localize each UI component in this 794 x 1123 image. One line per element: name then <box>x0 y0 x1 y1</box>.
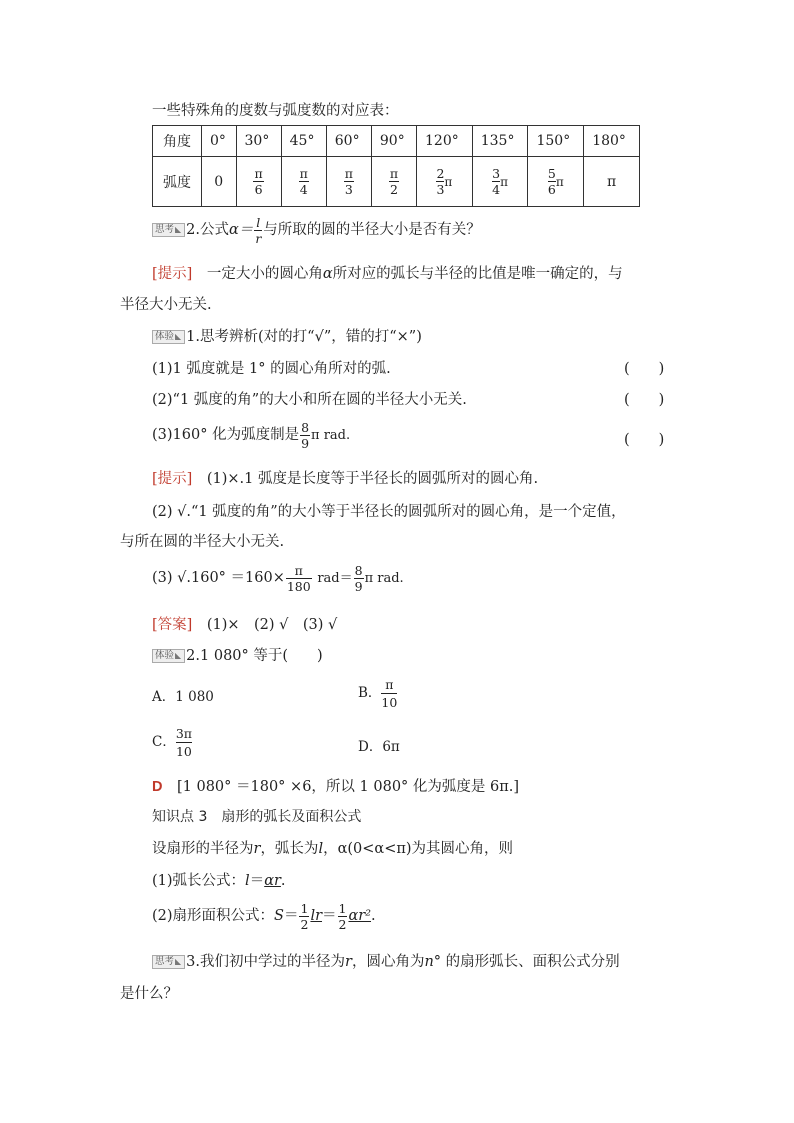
experience-tag: 体验 ◣ <box>152 330 185 344</box>
hint-2-a2-line1: (2) √.“1 弧度的角”的大小等于半径长的圆弧所对的圆心角，是一个定值， <box>152 504 626 520</box>
think-tag: 思考 ◣ <box>152 955 185 969</box>
q3-pre: (3)160° 化为弧度制是 <box>152 427 300 443</box>
hint-1-text: 一定大小的圆心角 <box>206 266 323 282</box>
a3-mid: rad＝ <box>317 571 353 586</box>
think-3-post: ° 的扇形弧长、面积公式分别 <box>433 954 620 970</box>
answer-parentheses: ( ) <box>624 432 665 448</box>
arc-length-answer: αr <box>264 873 281 889</box>
radian-value: 0 <box>214 173 224 190</box>
hint-label: [提示] <box>152 471 193 487</box>
intro-text: 一些特殊角的度数与弧度数的对应表： <box>152 103 399 119</box>
denominator: 6 <box>547 182 556 197</box>
pi-suffix: π <box>555 174 564 189</box>
radian-fraction <box>344 166 354 197</box>
radian-cell <box>202 157 237 207</box>
numerator: 2 <box>436 166 445 181</box>
hint-1-text-rest: 所对应的弧长与半径的比值是唯一确定的，与 <box>332 266 623 282</box>
eight-ninths-fraction <box>300 420 310 451</box>
numerator: π <box>385 677 394 692</box>
f1-pre: (1)弧长公式： <box>152 873 246 889</box>
radian-fraction <box>389 166 399 197</box>
denominator: 3 <box>344 182 353 197</box>
pi-suffix: π <box>444 174 453 189</box>
numerator: 3 <box>492 166 501 181</box>
exp-1-q1: (1)1 弧度就是 1° 的圆心角所对的弧. <box>152 361 391 377</box>
denominator: r <box>255 230 262 246</box>
degree-cell: 120° <box>417 126 473 157</box>
numerator: π <box>389 166 399 181</box>
hint-1-line1 <box>152 262 623 283</box>
numerator: 1 <box>300 900 309 916</box>
radian-value: π <box>607 173 617 190</box>
r-symbol: r <box>253 841 261 857</box>
numerator: π <box>299 166 308 181</box>
answer-2 <box>152 775 519 796</box>
period: . <box>280 873 286 889</box>
angle-radian-table <box>152 125 640 207</box>
degree-cell: 90° <box>371 126 416 157</box>
degree-cell: 45° <box>281 126 326 157</box>
think-2-question <box>152 213 481 247</box>
l-symbol: l <box>245 873 250 889</box>
numerator: 8 <box>354 562 363 578</box>
radian-cell <box>236 157 281 207</box>
radian-fraction <box>548 166 556 197</box>
hint-2-a1-text: (1)×.1 弧度是长度等于半径长的圆弧所对的圆心角. <box>206 471 539 487</box>
pi-over-180-fraction <box>286 563 312 594</box>
exp-1-title-text: 1.思考辨析(对的打“√”，错的打“×”) <box>186 329 422 345</box>
pi-suffix: π <box>500 174 509 189</box>
arc-length-formula <box>152 869 286 890</box>
radian-row <box>153 157 640 207</box>
period: . <box>371 908 376 924</box>
denominator: 3 <box>436 182 445 197</box>
hint-2-a2-line2: 与所在圆的半径大小无关. <box>120 534 285 550</box>
numerator: 5 <box>547 166 556 181</box>
think-3-line1 <box>152 950 620 971</box>
degree-cell: 30° <box>236 126 281 157</box>
exp-1-q2: (2)“1 弧度的角”的大小和所在圆的半径大小无关. <box>152 392 467 408</box>
radian-cell <box>528 157 584 207</box>
equals: ＝ <box>322 908 337 924</box>
numerator: 3π <box>175 726 193 741</box>
option-c-label: C． <box>152 734 176 750</box>
numerator: π <box>254 166 263 181</box>
degree-cell: 60° <box>326 126 371 157</box>
f2-pre: (2)扇形面积公式： <box>152 908 275 924</box>
option-b-label: B． <box>358 685 382 701</box>
radian-cell <box>371 157 416 207</box>
radian-fraction <box>253 166 263 197</box>
l-symbol: l <box>318 841 324 857</box>
row-header-radian: 弧度 <box>153 157 202 207</box>
denominator: 6 <box>254 182 263 197</box>
numerator: π <box>294 562 303 578</box>
area-answer-ar2: αr² <box>348 908 372 924</box>
numerator: l <box>256 214 261 230</box>
think-3-mid: ，圆心角为 <box>351 954 425 970</box>
kp3-desc-pre: 设扇形的半径为 <box>152 841 254 857</box>
degree-cell: 0° <box>202 126 237 157</box>
one-half-fraction <box>299 901 309 932</box>
answer-2-text: [1 080° ＝180° ×6，所以 1 080° 化为弧度是 6π.] <box>176 779 520 795</box>
kp3-desc-mid1: ，弧长为 <box>260 841 319 857</box>
option-c <box>152 722 192 762</box>
area-answer-lr: lr <box>310 908 323 924</box>
eight-ninths-fraction <box>354 563 364 594</box>
exp-1-title <box>152 325 422 346</box>
exp-1-q3 <box>152 414 350 457</box>
denominator: 9 <box>301 435 310 451</box>
degree-row <box>153 126 640 157</box>
degree-cell: 135° <box>472 126 528 157</box>
think-3-line2: 是什么？ <box>120 986 178 1002</box>
answer-parentheses: ( ) <box>624 392 665 408</box>
answer-1-text: (1)× (2) √ (3) √ <box>206 617 338 633</box>
radian-cell <box>281 157 326 207</box>
denominator: 2 <box>300 916 309 932</box>
row-header-degree: 角度 <box>153 126 202 157</box>
answer-letter: D <box>152 779 163 795</box>
l-over-r-fraction <box>254 215 262 246</box>
radian-fraction <box>492 166 500 197</box>
kp3-description <box>152 837 513 858</box>
numerator: π <box>344 166 353 181</box>
equals: ＝ <box>283 908 299 924</box>
option-d: D．6π <box>358 739 400 755</box>
think-tag: 思考 ◣ <box>152 223 185 237</box>
knowledge-point-3-title: 知识点 3 扇形的弧长及面积公式 <box>152 809 362 825</box>
n-symbol: n <box>424 954 434 970</box>
option-a: A．1 080 <box>152 689 214 705</box>
kp3-desc-mid2: ，α(0<α<π)为其圆心角，则 <box>323 841 514 857</box>
experience-tag: 体验 ◣ <box>152 649 185 663</box>
exp-2-title-text: 2.1 080° 等于( ) <box>186 648 323 664</box>
denominator: 10 <box>381 695 398 710</box>
radian-cell <box>472 157 528 207</box>
q3-post: π rad. <box>311 428 351 443</box>
three-pi-over-10-fraction <box>176 725 192 760</box>
radian-cell <box>584 157 640 207</box>
exp-2-title <box>152 644 323 665</box>
radian-cell <box>417 157 473 207</box>
r-symbol: r <box>345 954 352 970</box>
denominator: 2 <box>338 916 347 932</box>
alpha-symbol: α <box>322 266 333 282</box>
think-2-suffix: 与所取的圆的半径大小是否有关？ <box>263 222 481 238</box>
sector-area-formula <box>152 894 376 938</box>
one-half-fraction <box>338 901 348 932</box>
radian-fraction <box>299 166 309 197</box>
s-symbol: S <box>274 908 284 924</box>
option-b <box>358 673 397 713</box>
hint-2-a3 <box>152 557 404 600</box>
think-2-prefix: 2.公式 <box>186 222 230 238</box>
numerator: 1 <box>338 900 347 916</box>
denominator: 4 <box>299 182 308 197</box>
degree-cell: 150° <box>528 126 584 157</box>
denominator: 4 <box>492 182 501 197</box>
equals: ＝ <box>249 873 265 889</box>
alpha-eq: α＝ <box>229 222 254 238</box>
hint-1-line2: 半径大小无关. <box>120 297 212 313</box>
answer-1 <box>152 613 337 634</box>
hint-label: [提示] <box>152 266 193 282</box>
numerator: 8 <box>301 419 310 435</box>
think-3-pre: 3.我们初中学过的半径为 <box>186 954 346 970</box>
denominator: 180 <box>286 578 311 594</box>
a3-post: π rad. <box>364 571 404 586</box>
pi-over-10-fraction <box>381 676 397 711</box>
answer-parentheses: ( ) <box>624 361 665 377</box>
denominator: 2 <box>389 182 398 197</box>
denominator: 9 <box>354 578 363 594</box>
degree-cell: 180° <box>584 126 640 157</box>
a3-pre: (3) √.160° ＝160× <box>152 570 285 586</box>
denominator: 10 <box>175 744 192 759</box>
answer-label: [答案] <box>152 617 193 633</box>
radian-cell <box>326 157 371 207</box>
hint-2-a1 <box>152 467 538 488</box>
